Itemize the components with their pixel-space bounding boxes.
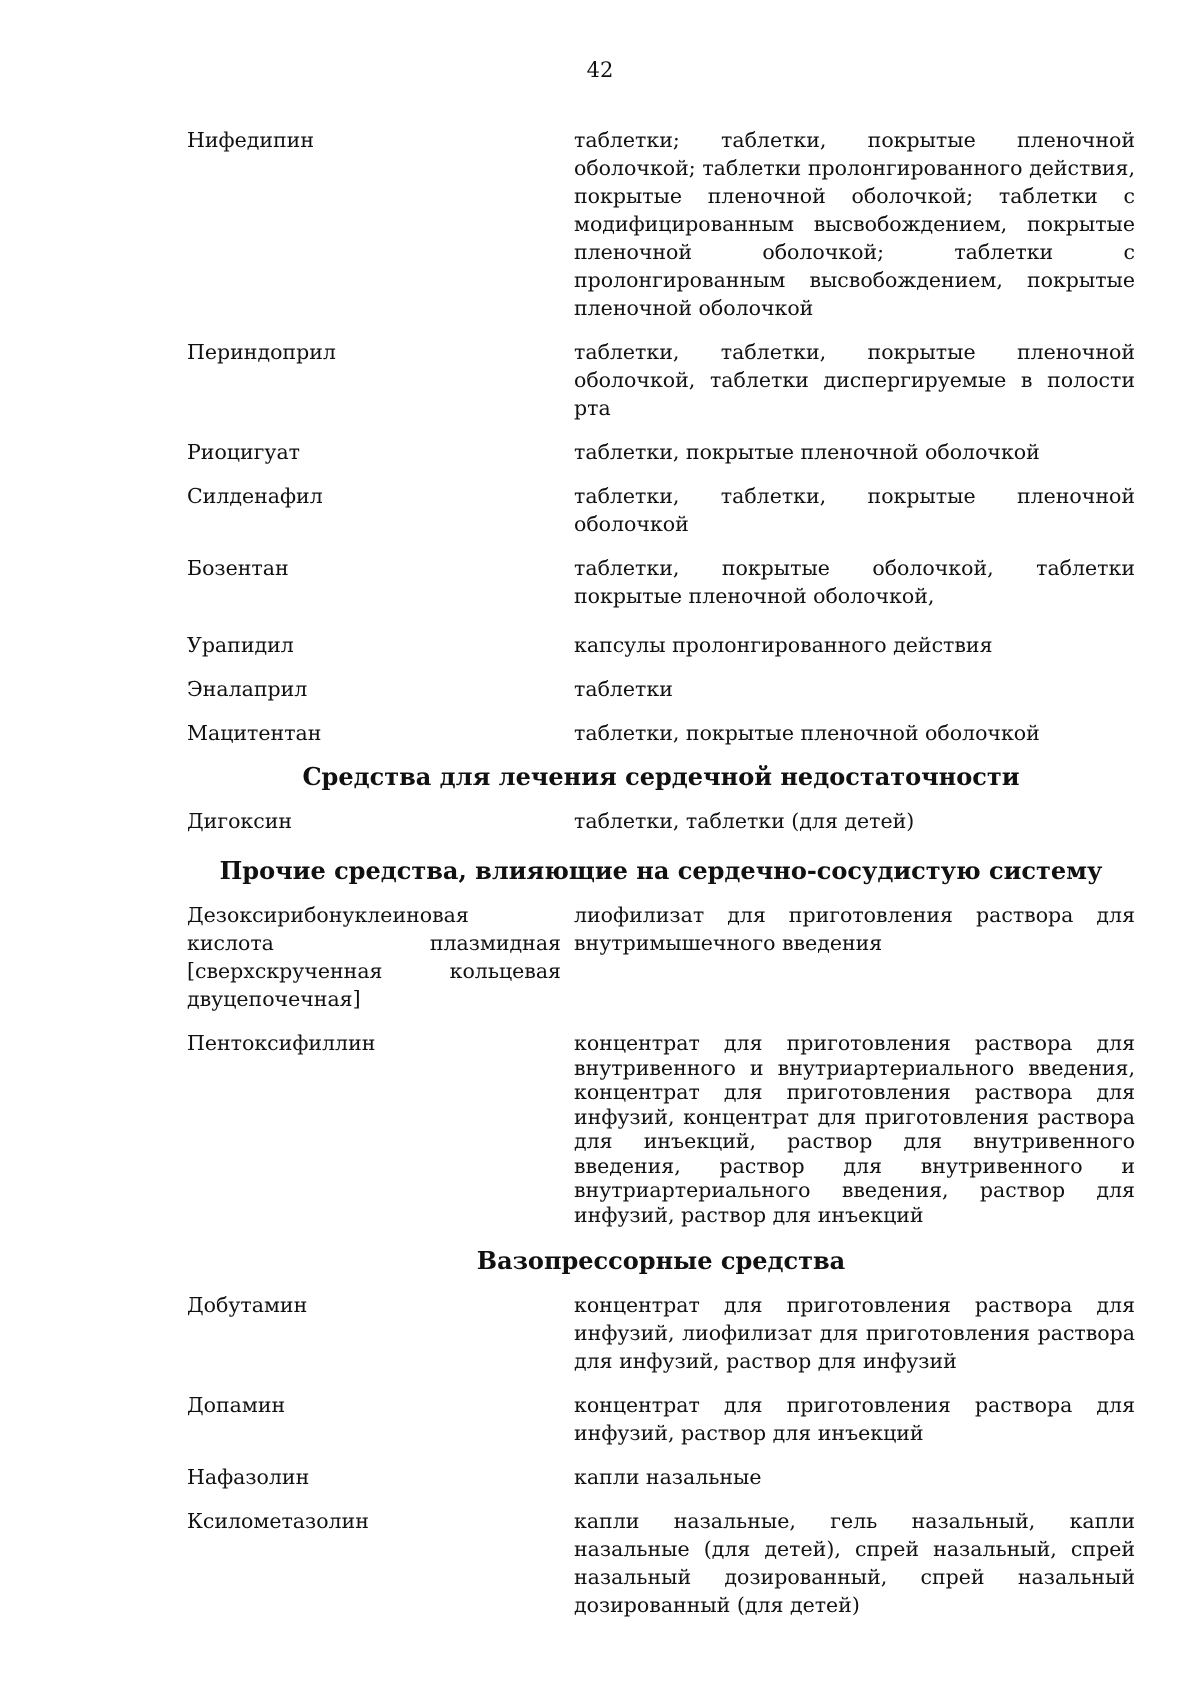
drug-name: Эналаприл <box>187 677 308 701</box>
dosage-form: лиофилизат для приготовления раствора для внутримышечного введения <box>574 903 1135 955</box>
drug-row-urapidil <box>187 631 1135 659</box>
drug-row-bosentan <box>187 554 1135 610</box>
drug-name: Ксилометазолин <box>187 1509 369 1533</box>
dosage-form: таблетки, покрытые пленочной оболочкой <box>574 440 1040 464</box>
drug-row-pentoxifylline <box>187 1031 1135 1227</box>
dosage-form: таблетки, покрытые оболочкой, таблетки покрытые пленочной оболочкой, <box>574 556 1135 608</box>
drug-row-perindopril <box>187 338 1135 422</box>
dosage-form: таблетки; таблетки, покрытые пленочной оболочкой; таблетки пролонгированного действия, покрытые пленочной оболочкой; таблетки с модифицированным высвобождением, покрытые пленочной оболочкой; таблетки с пролонгированным высвобождением, покрытые пленочной оболочкой <box>574 128 1135 320</box>
drug-name: Риоцигуат <box>187 440 301 464</box>
dosage-form: таблетки, таблетки (для детей) <box>574 809 915 833</box>
drug-name: Периндоприл <box>187 340 336 364</box>
drug-row-nifedipine <box>187 126 1135 322</box>
section-title-other-cardiovascular: Прочие средства, влияющие на сердечно-сосудистую систему <box>219 856 1103 885</box>
dosage-form: концентрат для приготовления раствора для внутривенного и внутриартериального введения, концентрат для приготовления раствора для инфузий, концентрат для приготовления раствора для инъекций, раствор для внутривенного введения, раствор для внутривенного и внутриартериального введения, раствор для инфузий, раствор для инъекций <box>574 1031 1135 1227</box>
dosage-form: концентрат для приготовления раствора для инфузий, лиофилизат для приготовления раствора для инфузий, раствор для инфузий <box>574 1293 1135 1373</box>
drug-row-macitentan <box>187 719 1135 747</box>
drug-list <box>187 126 1135 1619</box>
drug-name: Допамин <box>187 1393 286 1417</box>
drug-name: Нифедипин <box>187 128 314 152</box>
drug-name: Мацитентан <box>187 721 322 745</box>
drug-row-deoxyribonucleic-acid <box>187 901 1135 1013</box>
drug-name: Дигоксин <box>187 809 293 833</box>
drug-row-xylometazoline <box>187 1507 1135 1619</box>
drug-row-enalapril <box>187 675 1135 703</box>
dosage-form: капли назальные, гель назальный, капли назальные (для детей), спрей назальный, спрей назальный дозированный, спрей назальный дозированный (для детей) <box>574 1509 1135 1617</box>
drug-row-dopamine <box>187 1391 1135 1447</box>
drug-row-sildenafil <box>187 482 1135 538</box>
drug-name: Бозентан <box>187 556 289 580</box>
section-title-vasopressor: Вазопрессорные средства <box>476 1246 846 1275</box>
drug-name: Дезоксирибонуклеиновая кислота плазмидная [сверхскрученная кольцевая двуцепочечная] <box>187 903 561 1011</box>
drug-name: Пентоксифиллин <box>187 1031 376 1055</box>
drug-name: Силденафил <box>187 484 323 508</box>
page-number: 42 <box>586 58 614 82</box>
drug-name: Добутамин <box>187 1293 308 1317</box>
dosage-form: капсулы пролонгированного действия <box>574 633 993 657</box>
drug-row-naphazoline <box>187 1463 1135 1491</box>
drug-row-riociguat <box>187 438 1135 466</box>
dosage-form: капли назальные <box>574 1465 762 1489</box>
drug-row-dobutamine <box>187 1291 1135 1375</box>
drug-name: Нафазолин <box>187 1465 310 1489</box>
drug-row-digoxin <box>187 807 1135 835</box>
dosage-form: таблетки, покрытые пленочной оболочкой <box>574 721 1040 745</box>
dosage-form: таблетки, таблетки, покрытые пленочной оболочкой, таблетки диспергируемые в полости рта <box>574 340 1135 420</box>
dosage-form: таблетки, таблетки, покрытые пленочной оболочкой <box>574 484 1135 536</box>
dosage-form: концентрат для приготовления раствора для инфузий, раствор для инъекций <box>574 1393 1135 1445</box>
drug-name: Урапидил <box>187 633 294 657</box>
dosage-form: таблетки <box>574 677 673 701</box>
section-title-heart-failure: Средства для лечения сердечной недостаточности <box>302 762 1020 791</box>
